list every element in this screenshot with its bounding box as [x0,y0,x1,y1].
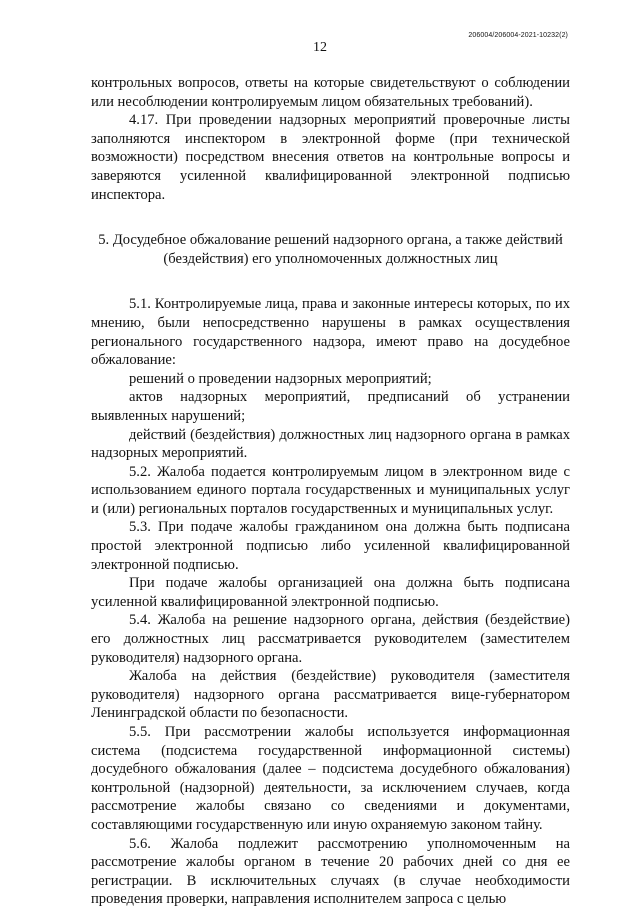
paragraph-5-3-organization: При подаче жалобы организацией она должна быть подписана усиленной квалифицированной электронной подписью. [91,575,570,610]
paragraph-5-6: 5.6. Жалоба подлежит рассмотрению уполномоченным на рассмотрение жалобы органом в течение 20 рабочих дней со дня ее регистрации. В исключительных случаях (в случае необходимости проведения проверки, направления исполнителем запроса с целью [91,835,570,908]
paragraph-5-4: 5.4. Жалоба на решение надзорного органа, действия (бездействие) его должностных лиц рассматривается руководителем (заместителем руководителя) надзорного органа. [91,612,570,666]
list-item-5-1-b: актов надзорных мероприятий, предписаний об устранении выявленных нарушений; [91,389,570,424]
paragraph-5-2: 5.2. Жалоба подается контролируемым лицом в электронном виде с использованием единого портала государственных и муниципальных услуг и (или) региональных порталов государственных и муниципальных услуг. [91,463,570,517]
document-body [91,74,570,909]
paragraph-5-1: 5.1. Контролируемые лица, права и законные интересы которых, по их мнению, были непосредственно нарушены в рамках осуществления регионального государственного надзора, имеют право на досудебное обжалование: [91,296,570,369]
paragraph-5-4-head: Жалоба на действия (бездействие) руководителя (заместителя руководителя) надзорного органа рассматривается вице-губернатором Ленинградской области по безопасности. [91,668,570,722]
list-item-5-1-c: действий (бездействия) должностных лиц надзорного органа в рамках надзорных мероприятий. [91,426,570,462]
paragraph-5-5: 5.5. При рассмотрении жалобы используется информационная система (подсистема государственной информационной системы) досудебного обжалования (далее – подсистема досудебного обжалования) контрольной (надзорной) деятельности, за исключением случаев, когда рассмотрение жалобы связано со сведениями и документами, составляющими государственную или иную охраняемую законом тайну. [91,724,570,833]
paragraph-4-17: 4.17. При проведении надзорных мероприятий проверочные листы заполняются инспектором в электронной форме (при технической возможности) посредством внесения ответов на контрольные вопросы и заверяются усиленной квалифицированной электронной подписью инспектора. [91,112,570,203]
paragraph-continuation: контрольных вопросов, ответы на которые свидетельствуют о соблюдении или несоблюдении контролируемым лицом обязательных требований). [91,75,570,110]
page-number: 12 [313,40,327,55]
list-item-5-1-a: решений о проведении надзорных мероприятий; [129,370,432,387]
section-5-title: 5. Досудебное обжалование решений надзорного органа, а также действий (бездействия) его уполномоченных должностных лиц [98,232,563,267]
paragraph-5-3: 5.3. При подаче жалобы гражданином она должна быть подписана простой электронной подписью либо усиленной квалифицированной электронной подписью. [91,519,570,573]
document-id: 206004/206004-2021-10232(2) [468,32,568,39]
